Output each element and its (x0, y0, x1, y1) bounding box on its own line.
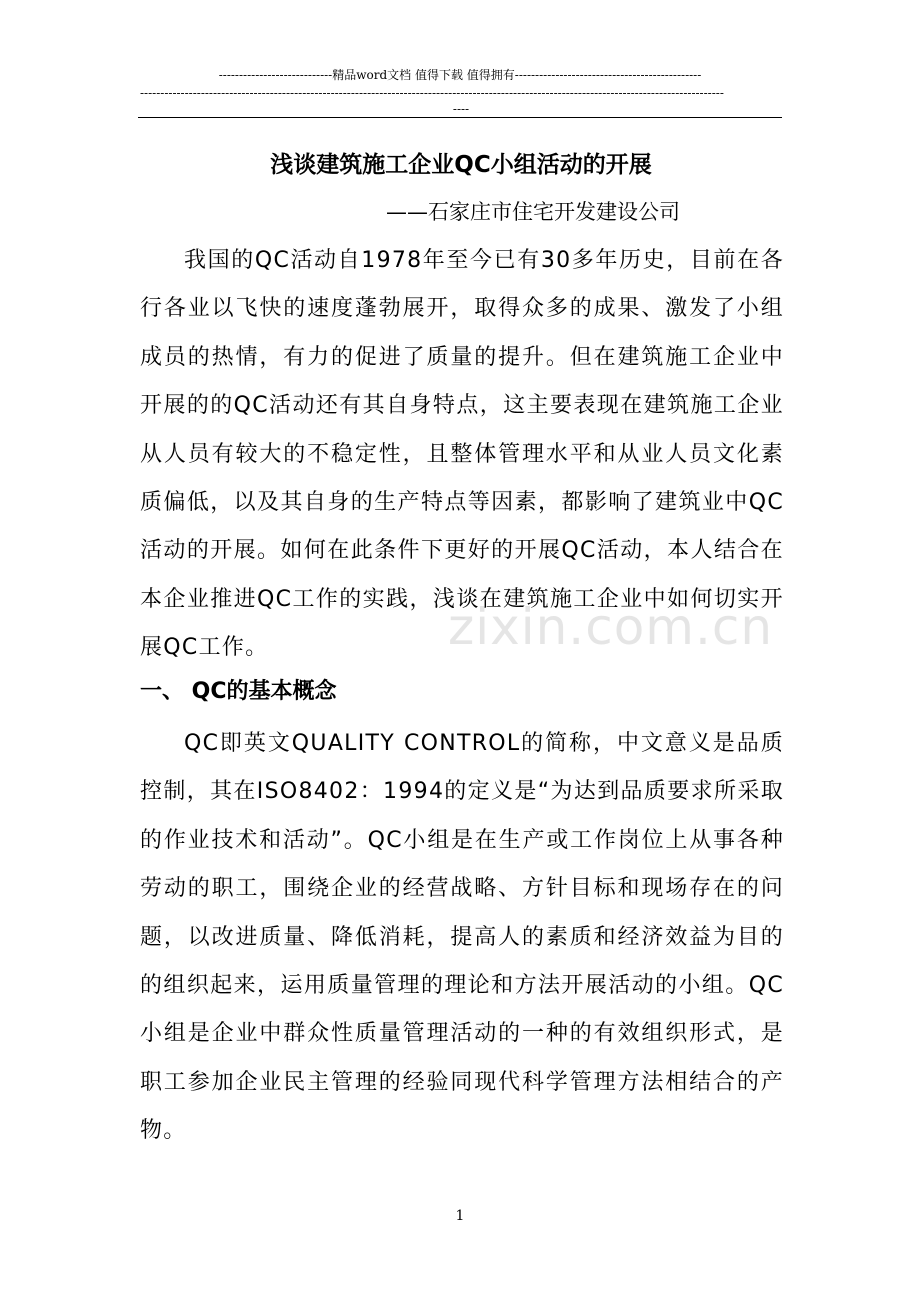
intro-paragraph: 我国的QC活动自1978年至今已有30多年历史，目前在各行各业以飞快的速度蓬勃展开，取得众多的成果、激发了小组成员的热情，有力的促进了质量的提升。但在建筑施工企业中开展的的QC活动还有其自身特点，这主要表现在建筑施工企业从人员有较大的不稳定性，且整体管理水平和从业人员文化素质偏低，以及其自身的生产特点等因素，都影响了建筑业中QC活动的开展。如何在此条件下更好的开展QC活动，本人结合在本企业推进QC工作的实践，浅谈在建筑施工企业中如何切实开展QC工作。 (140, 248, 784, 661)
header-dash-line: ------------------------------------------------------------------------------------------------------------------------------------------------ (140, 86, 724, 100)
header-rule (138, 117, 782, 118)
page-number: 1 (455, 1208, 465, 1224)
document-subtitle: ——石家庄市住宅开发建设公司 (386, 200, 680, 224)
document-title: 浅谈建筑施工企业QC小组活动的开展 (270, 152, 652, 178)
header-banner: ----------------------------精品word文档 值得下载 值得拥有---------------------------------------------- (218, 68, 702, 82)
section-heading: 一、 QC的基本概念 (140, 679, 337, 704)
definition-paragraph: QC即英文QUALITY CONTROL的简称，中文意义是品质控制，其在ISO8402：1994的定义是“为达到品质要求所采取的作业技术和活动”。QC小组是在生产或工作岗位上从事各种劳动的职工，围绕企业的经营战略、方针目标和现场存在的问题，以改进质量、降低消耗，提高人的素质和经济效益为目的的组织起来，运用质量管理的理论和方法开展活动的小组。QC小组是企业中群众性质量管理活动的一种的有效组织形式，是职工参加企业民主管理的经验同现代科学管理方法相结合的产物。 (140, 731, 784, 1144)
watermark: zixin.com.cn (448, 598, 774, 656)
header-dash-tail: ---- (452, 102, 470, 116)
